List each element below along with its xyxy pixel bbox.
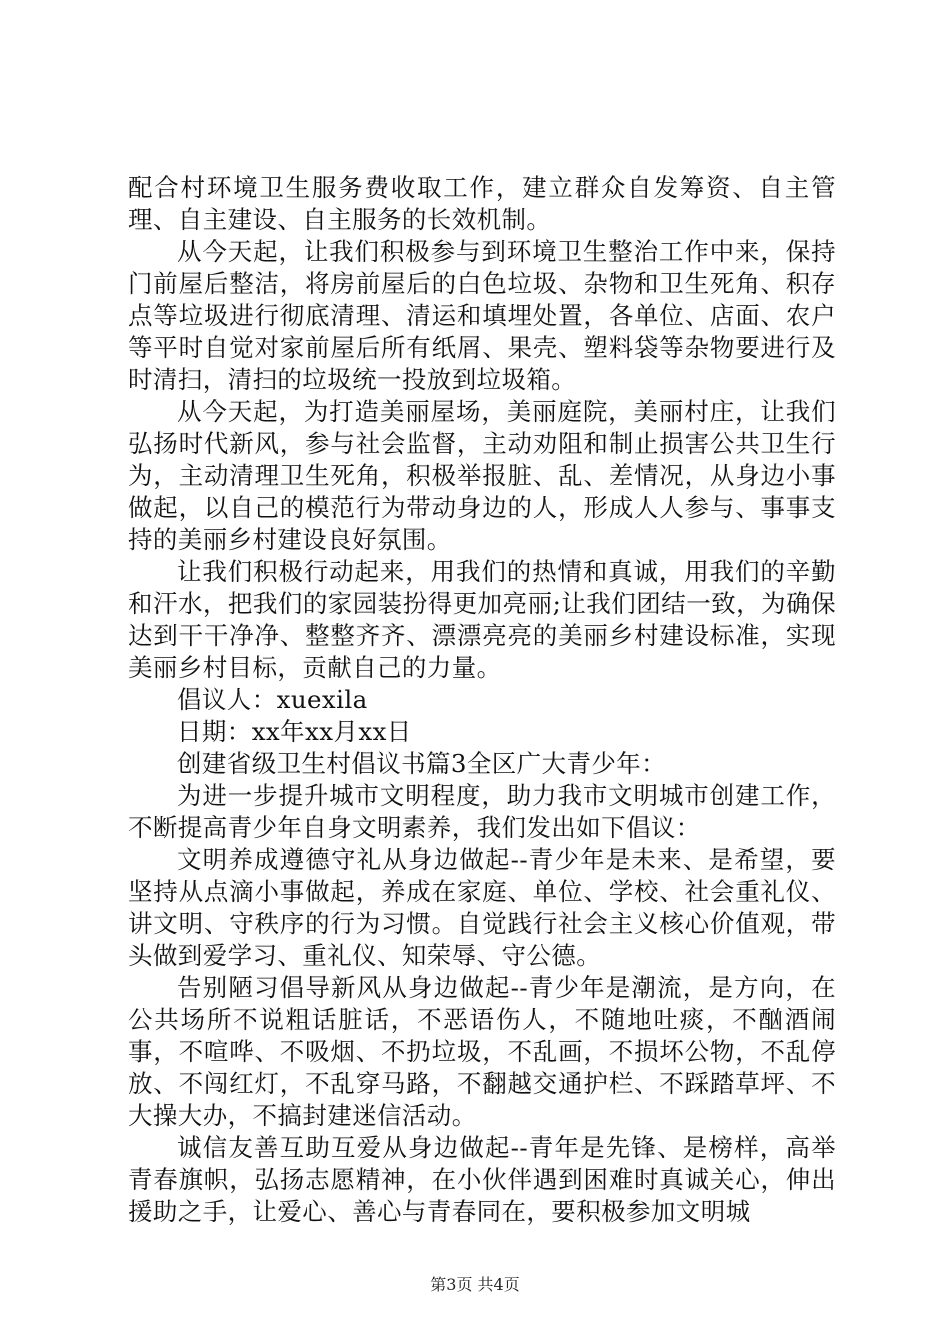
paragraph-bad-habits: 告别陋习倡导新风从身边做起--青少年是潮流，是方向，在公共场所不说粗话脏话，不恶语伤人，不随地吐痰，不酗酒闹事，不喧哗、不吸烟、不扔垃圾，不乱画，不损坏公物，不乱停放、不闯红灯，不乱穿马路，不翻越交通护栏、不踩踏草坪、不大操大办，不搞封建迷信活动。 bbox=[128, 973, 836, 1130]
paragraph-beautiful-village: 从今天起，为打造美丽屋场，美丽庭院，美丽村庄，让我们弘扬时代新风，参与社会监督，主动劝阻和制止损害公共卫生行为，主动清理卫生死角，积极举报脏、乱、差情况，从身边小事做起，以自己的模范行为带动身边的人，形成人人参与、事事支持的美丽乡村建设良好氛围。 bbox=[128, 397, 836, 554]
page-footer: 第3页 共4页 bbox=[430, 1275, 520, 1294]
document-body bbox=[128, 172, 836, 1228]
initiator-line: 倡议人：xuexila bbox=[177, 685, 368, 714]
paragraph-civility: 文明养成遵德守礼从身边做起--青少年是未来、是希望，要坚持从点滴小事做起，养成在家庭、单位、学校、社会重礼仪、讲文明、守秩序的行为习惯。自觉践行社会主义核心价值观，带头做到爱学习、重礼仪、知荣辱、守公德。 bbox=[128, 845, 836, 970]
paragraph-cleanup: 从今天起，让我们积极参与到环境卫生整治工作中来，保持门前屋后整洁，将房前屋后的白色垃圾、杂物和卫生死角、积存点等垃圾进行彻底清理、清运和填埋处置，各单位、店面、农户等平时自觉对家前屋后所有纸屑、果壳、塑料袋等杂物要进行及时清扫，清扫的垃圾统一投放到垃圾箱。 bbox=[128, 237, 836, 394]
paragraph-intro: 为进一步提升城市文明程度，助力我市文明城市创建工作，不断提高青少年自身文明素养，我们发出如下倡议： bbox=[128, 781, 836, 842]
date-line: 日期：xx年xx月xx日 bbox=[177, 717, 412, 746]
paragraph-continuation: 配合村环境卫生服务费收取工作，建立群众自发筹资、自主管理、自主建设、自主服务的长效机制。 bbox=[128, 173, 836, 234]
paragraph-integrity: 诚信友善互助互爱从身边做起--青年是先锋、是榜样，高举青春旗帜，弘扬志愿精神，在小伙伴遇到困难时真诚关心，伸出援助之手，让爱心、善心与青春同在，要积极参加文明城 bbox=[128, 1133, 836, 1226]
paragraph-call-to-action: 让我们积极行动起来，用我们的热情和真诚，用我们的辛勤和汗水，把我们的家园装扮得更加亮丽;让我们团结一致，为确保达到干干净净、整整齐齐、漂漂亮亮的美丽乡村建设标准，实现美丽乡村目标，贡献自己的力量。 bbox=[128, 557, 836, 682]
section-heading: 创建省级卫生村倡议书篇3全区广大青少年： bbox=[177, 749, 667, 778]
